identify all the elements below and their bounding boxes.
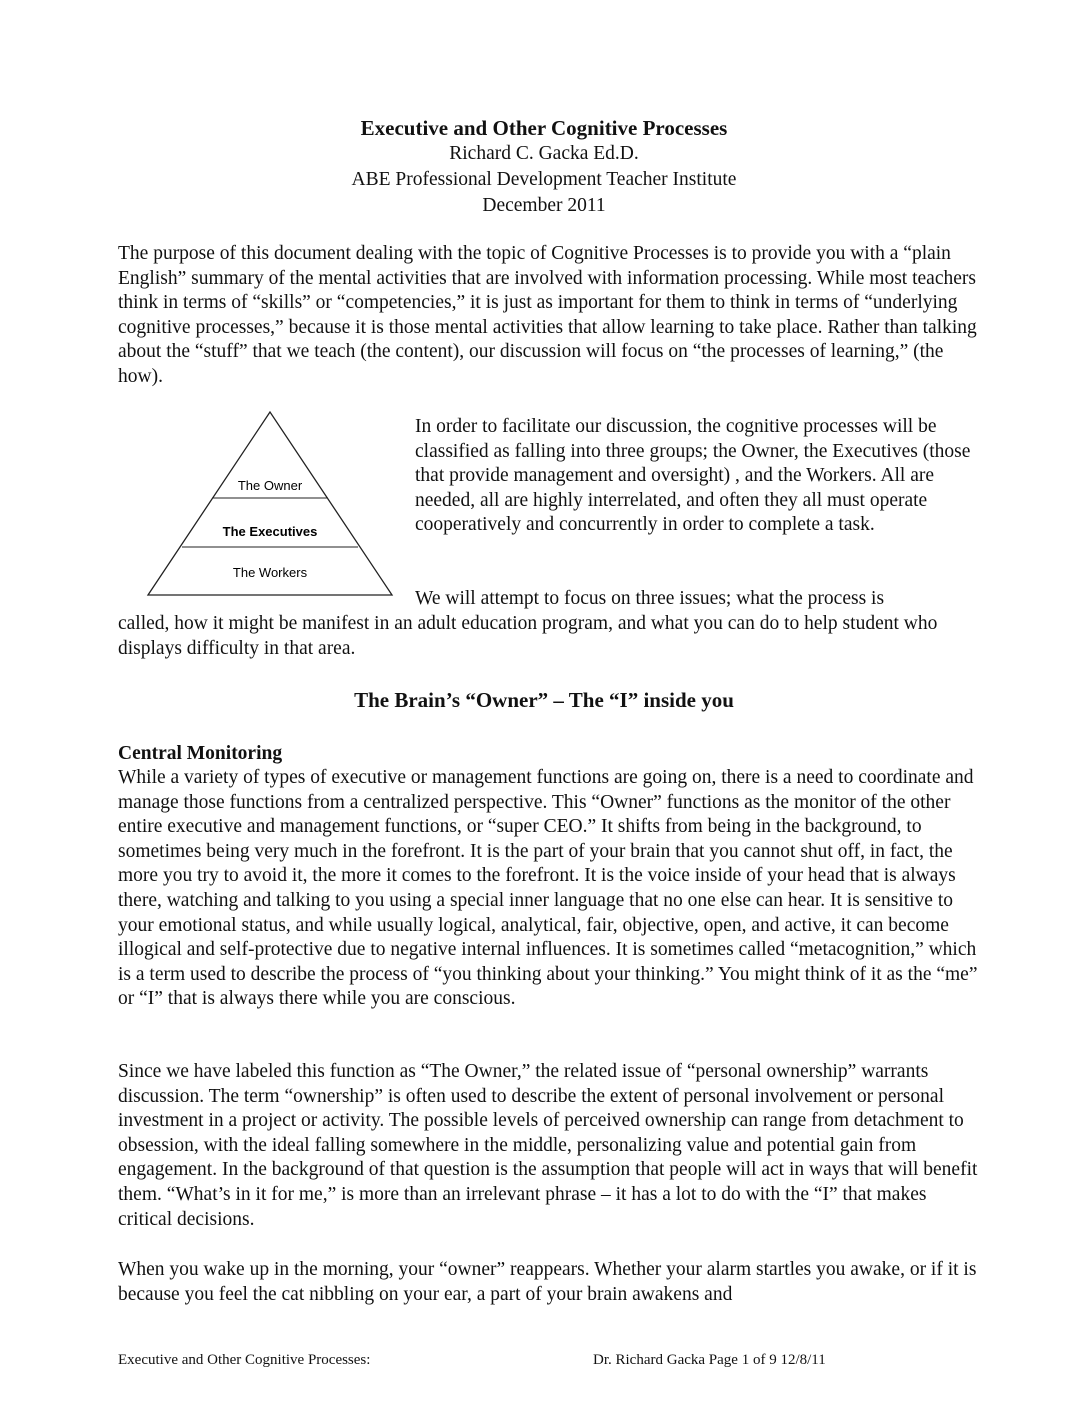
pyramid-label-workers: The Workers (232, 565, 308, 580)
ownership-paragraph: Since we have labeled this function as “The Owner,” the related issue of “personal ownership” warrants discussion. The term “ownership” is often used to describe the extent of personal involvement or personal investment in a project or activity. The possible levels of perceived ownership can range from detachment to obsession, with the ideal falling somewhere in the middle, personalizing value and potential gain from engagement. In the background of that question is the assumption that people will act in ways that will benefit them. “What’s in it for me,” is more than an irrelevant phrase – it has a lot to do with the “I” that makes critical decisions. (118, 1061, 978, 1230)
classification-paragraph: In order to facilitate our discussion, the cognitive processes will be classified as falling into three groups; the Owner, the Executives (those that provide management and oversight) , and the Workers. All are needed, all are highly interrelated, and often they all must operate cooperatively and concurrently in order to complete a task. (415, 416, 971, 536)
document-header (0, 115, 1088, 219)
subsection-heading: Central Monitoring (118, 743, 283, 764)
author-line: Richard C. Gacka Ed.D. (449, 143, 639, 164)
document-title: Executive and Other Cognitive Processes (360, 116, 728, 140)
morning-paragraph: When you wake up in the morning, your “owner” reappears. Whether your alarm startles you awake, or if it is because you feel the cat nibbling on your ear, a part of your brain awakens and (118, 1259, 977, 1305)
institution-line: ABE Professional Development Teacher Institute (351, 169, 737, 190)
footer-title: Executive and Other Cognitive Processes: (118, 1352, 371, 1368)
central-monitoring-paragraph: While a variety of types of executive or management functions are going on, there is a need to coordinate and manage those functions from a centralized perspective. This “Owner” functions as the monitor of the other entire executive and management functions, or “super CEO.” It shifts from being in the background, to sometimes being very much in the forefront. It is the part of your brain that you cannot shut off, in fact, the more you try to avoid it, the more it comes to the forefront. It is the voice inside of your head that is always there, watching and talking to you using a special inner language that no one else can hear. It is sensitive to your emotional status, and while usually logical, analytical, fair, objective, open, and active, it can become illogical and self-protective due to negative internal influences. It is sometimes called “metacognition,” which is a term used to describe the process of “you thinking about your thinking.” You might think of it as the “me” or “I” that is always there while you are conscious. (118, 767, 978, 1010)
focus-paragraph-first-line: We will attempt to focus on three issues; what the process is (415, 588, 885, 609)
cognitive-pyramid-diagram (145, 410, 395, 598)
focus-paragraph-continuation: called, how it might be manifest in an adult education program, and what you can do to help student who displays difficulty in that area. (118, 613, 938, 659)
pyramid-label-owner: The Owner (237, 478, 303, 493)
date-line: December 2011 (482, 195, 606, 216)
pyramid-label-executives: The Executives (222, 524, 318, 539)
section-heading: The Brain’s “Owner” – The “I” inside you (354, 688, 734, 712)
intro-paragraph: The purpose of this document dealing with the topic of Cognitive Processes is to provide you with a “plain English” summary of the mental activities that are involved with information processing. While most teachers think in terms of “skills” or “competencies,” it is just as important for them to think in terms of “underlying cognitive processes,” because it is those mental activities that allow learning to take place. Rather than talking about the “stuff” that we teach (the content), our discussion will focus on “the processes of learning,” (the how). (118, 243, 977, 387)
footer-page-info: Dr. Richard Gacka Page 1 of 9 12/8/11 (593, 1352, 826, 1368)
